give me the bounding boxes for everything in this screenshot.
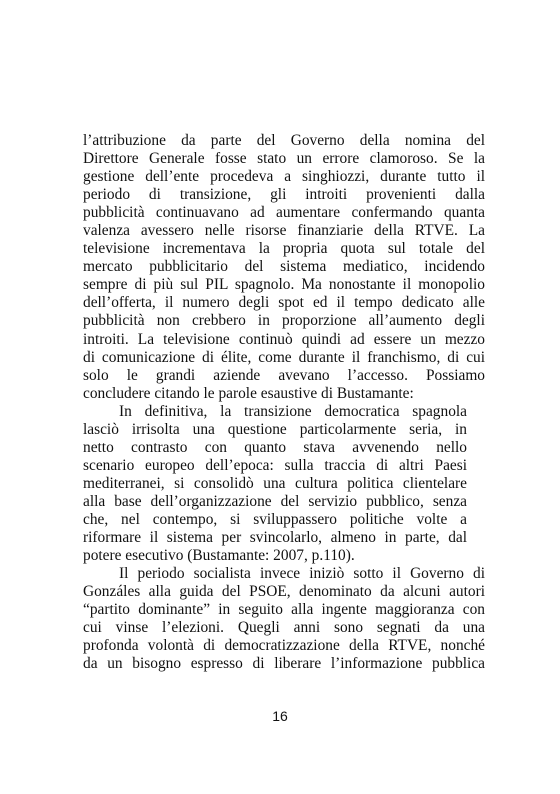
body-text — [83, 132, 485, 673]
text-line: Il periodo socialista invece iniziò sotto il Governo di — [119, 565, 485, 583]
text-line: introiti. La televisione continuò quindi ad essere un mezzo — [83, 330, 485, 348]
quote-line: In definitiva, la transizione democratica spagnola — [119, 402, 467, 420]
text-line: pubblicità non crebbero in proporzione all’aumento degli — [83, 312, 485, 330]
quote-line: potere esecutivo (Bustamante: 2007, p.110). — [83, 547, 355, 565]
text-line: “partito dominante” in seguito alla ingente maggioranza con — [83, 601, 485, 619]
quote-line: che, nel contempo, si sviluppassero politiche volte a — [83, 510, 467, 528]
paragraph-2 — [83, 565, 485, 673]
text-line: pubblicità continuavano ad aumentare confermando quanta — [83, 204, 485, 222]
quote-line: alla base dell’organizzazione del servizio pubblico, senza — [83, 492, 467, 510]
block-quote — [83, 403, 467, 565]
page-number: 16 — [272, 708, 288, 724]
quote-line: lasciò irrisolta una questione particolarmente seria, in — [83, 420, 467, 438]
text-line: sempre di più sul PIL spagnolo. Ma nonostante il monopolio — [83, 276, 485, 294]
text-line: concludere citando le parole esaustive di Bustamante: — [83, 384, 414, 402]
text-line: profonda volontà di democratizzazione della RTVE, nonché — [83, 637, 485, 655]
text-line: solo le grandi aziende avevano l’accesso. Possiamo — [83, 366, 485, 384]
text-line: televisione incrementava la propria quota sul totale del — [83, 240, 485, 258]
text-line: mercato pubblicitario del sistema mediatico, incidendo — [83, 258, 485, 276]
quote-line: netto contrasto con quanto stava avvenendo nello — [83, 438, 467, 456]
text-line: gestione dell’ente procedeva a singhiozzi, durante tutto il — [83, 168, 485, 186]
text-line: da un bisogno espresso di liberare l’informazione pubblica — [83, 655, 485, 673]
text-line: l’attribuzione da parte del Governo della nomina del — [83, 132, 485, 149]
text-line: di comunicazione di élite, come durante il franchismo, di cui — [83, 348, 485, 366]
text-line: cui vinse l’elezioni. Quegli anni sono segnati da una — [83, 619, 485, 637]
paragraph-1 — [83, 132, 485, 403]
quote-line: scenario europeo dell’epoca: sulla traccia di altri Paesi — [83, 456, 467, 474]
text-line: periodo di transizione, gli introiti provenienti dalla — [83, 186, 485, 204]
text-line: Direttore Generale fosse stato un errore clamoroso. Se la — [83, 150, 485, 168]
text-line: Gonzáles alla guida del PSOE, denominato da alcuni autori — [83, 583, 485, 601]
quote-line: mediterranei, si consolidò una cultura politica clientelare — [83, 474, 467, 492]
text-line: dell’offerta, il numero degli spot ed il tempo dedicato alle — [83, 294, 485, 312]
text-line: valenza avessero nelle risorse finanziarie della RTVE. La — [83, 222, 485, 240]
quote-line: riformare il sistema per svincolarlo, almeno in parte, dal — [83, 529, 467, 547]
